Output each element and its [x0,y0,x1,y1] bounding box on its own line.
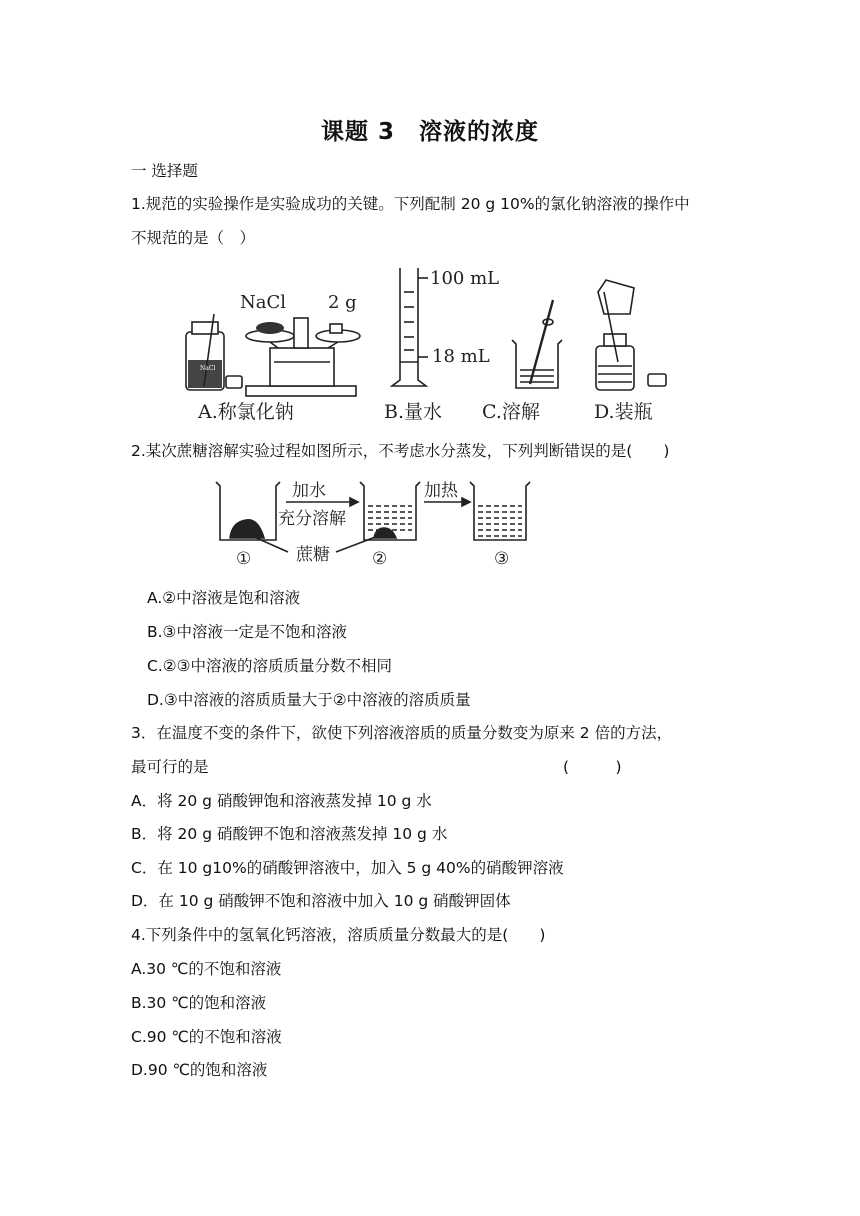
q1-stem-line1: 1.规范的实验操作是实验成功的关键。下列配制 20 g 10%的氯化钠溶液的操作中 [131,195,690,213]
caption-a: A.称氯化钠 [198,401,294,423]
cylinder-top-label: 100 mL [430,268,500,289]
balance-icon [246,318,360,396]
q3-option-c: C．在 10 g10%的硝酸钾溶液中，加入 5 g 40%的硝酸钾溶液 [131,859,564,877]
arrow1-bottom-label: 充分溶解 [278,509,346,529]
q1-stem-line2: 不规范的是（ ） [131,229,256,247]
q4-stem: 4.下列条件中的氢氧化钙溶液，溶质质量分数最大的是( ) [131,926,546,944]
beaker-2-icon [360,482,420,540]
q3-answer-bracket: ( ) [563,758,622,776]
page-title: 课题 3 溶液的浓度 [320,119,539,145]
pouring-bottle-icon [596,280,666,390]
q2-stem: 2.某次蔗糖溶解实验过程如图所示，不考虑水分蒸发，下列判断错误的是( ) [131,442,670,460]
bottle-label: NaCl [200,365,216,372]
beaker-3-icon [470,482,530,540]
q4-option-b: B.30 ℃的饱和溶液 [131,994,267,1012]
caption-c: C.溶解 [482,401,540,423]
caption-b: B.量水 [384,401,443,423]
beaker-3-number: ③ [494,549,510,569]
q3-stem-line2: 最可行的是 [131,758,209,776]
beaker-rod-icon [512,300,562,388]
q4-option-d: D.90 ℃的饱和溶液 [131,1061,268,1079]
cylinder-mark-label: 18 mL [432,346,490,367]
q3-option-a: A．将 20 g 硝酸钾饱和溶液蒸发掉 10 g 水 [131,792,432,810]
q1-figure [178,262,690,424]
arrow2-top-label: 加热 [424,481,458,501]
beaker-1-icon [216,482,280,540]
nacl-label: NaCl [240,292,287,313]
reagent-bottle-icon [186,314,242,390]
beaker-2-number: ② [372,549,388,569]
arrow1-top-label: 加水 [292,481,326,501]
weight-label: 2 g [328,292,357,313]
q2-figure [212,474,537,570]
q3-option-d: D．在 10 g 硝酸钾不饱和溶液中加入 10 g 硝酸钾固体 [131,892,511,910]
sugar-label: 蔗糖 [296,545,330,565]
caption-d: D.装瓶 [594,401,653,423]
section-heading: 一 选择题 [131,162,198,180]
beaker-1-number: ① [236,549,252,569]
q2-option-a: A.②中溶液是饱和溶液 [147,589,301,607]
q3-stem-line1: 3．在温度不变的条件下，欲使下列溶液溶质的质量分数变为原来 2 倍的方法， [131,724,673,742]
q3-option-b: B．将 20 g 硝酸钾不饱和溶液蒸发掉 10 g 水 [131,825,448,843]
q4-option-c: C.90 ℃的不饱和溶液 [131,1028,282,1046]
q2-option-d: D.③中溶液的溶质质量大于②中溶液的溶质质量 [147,691,471,709]
q4-option-a: A.30 ℃的不饱和溶液 [131,960,282,978]
graduated-cylinder-icon [392,268,428,386]
q2-option-b: B.③中溶液一定是不饱和溶液 [147,623,347,641]
q2-option-c: C.②③中溶液的溶质质量分数不相同 [147,657,393,675]
